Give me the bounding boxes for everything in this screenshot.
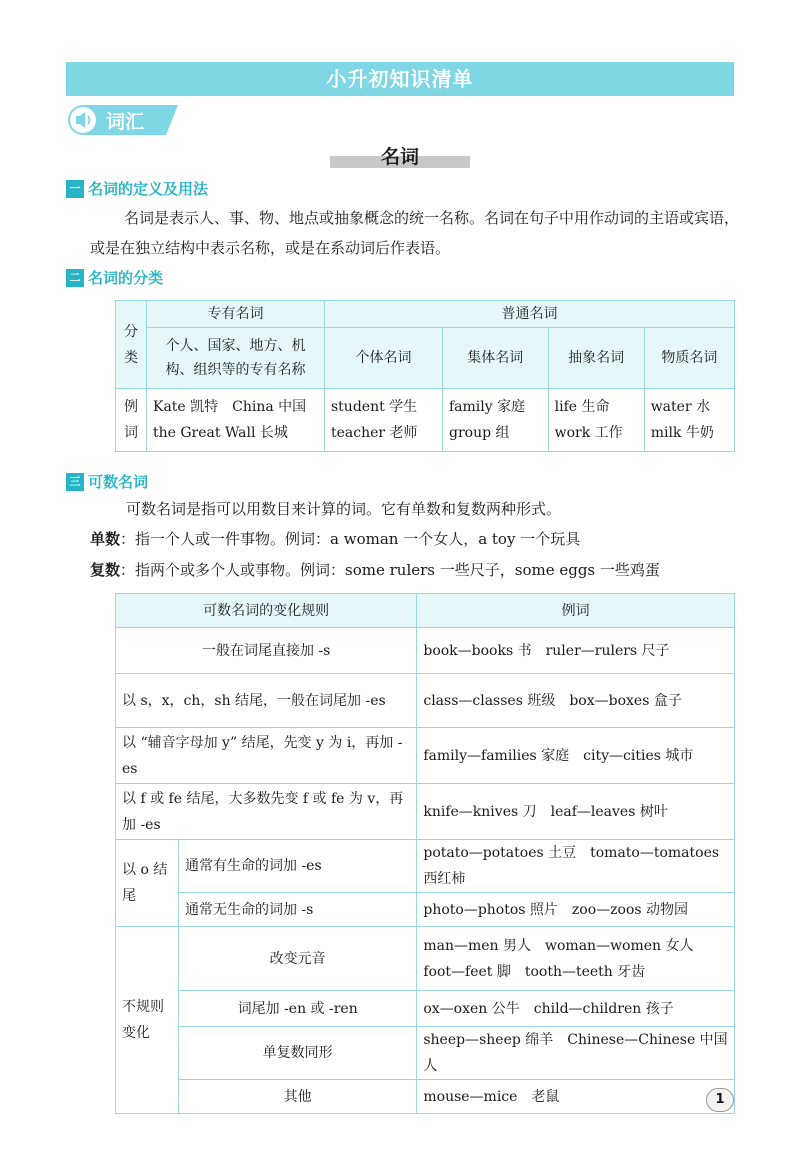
sub-individual: 个体名词 <box>325 328 443 389</box>
rule-irr-2-example: ox—oxen 公牛 child—children 孩子 <box>417 991 735 1027</box>
rule-irr-3-example: sheep—sheep 绵羊 Chinese—Chinese 中国人 <box>417 1027 735 1080</box>
example-collective: family 家庭 group 组 <box>442 389 548 452</box>
rule-irr-4-example: mouse—mice 老鼠 <box>417 1080 735 1114</box>
rule-irr-1-example: man—men 男人 woman—women 女人 foot—feet 脚 tooth—teeth 牙齿 <box>417 927 735 991</box>
header-example: 例词 <box>417 594 735 628</box>
rule-irr-3: 单复数同形 <box>179 1027 417 1080</box>
proper-desc: 个人、国家、地方、机构、组织等的专有名称 <box>147 328 325 389</box>
rule-o-1: 通常有生命的词加 -es <box>179 840 417 893</box>
label-classify: 分类 <box>116 301 147 389</box>
vocab-label: 词汇 <box>106 111 145 133</box>
header-rule: 可数名词的变化规则 <box>116 594 417 628</box>
vocab-tag <box>66 103 180 137</box>
header-proper: 专有名词 <box>147 301 325 328</box>
countable-intro: 可数名词是指可以用数目来计算的词。它有单数和复数两种形式。 <box>126 500 562 518</box>
rule-irr-4: 其他 <box>179 1080 417 1114</box>
example-abstract: life 生命 work 工作 <box>548 389 644 452</box>
rule-2-example: class—classes 班级 box—boxes 盒子 <box>417 674 735 728</box>
rule-o-2: 通常无生命的词加 -s <box>179 893 417 927</box>
sub-material: 物质名词 <box>644 328 734 389</box>
rules-table <box>115 593 735 1114</box>
rule-irregular-label: 不规则变化 <box>116 927 179 1114</box>
rule-irr-1: 改变元音 <box>179 927 417 991</box>
sub-collective: 集体名词 <box>442 328 548 389</box>
rule-3-example: family—families 家庭 city—cities 城市 <box>417 728 735 784</box>
heading-countable: 三 可数名词 <box>66 471 148 493</box>
example-material: water 水 milk 牛奶 <box>644 389 734 452</box>
rule-irr-2: 词尾加 -en 或 -ren <box>179 991 417 1027</box>
rule-4: 以 f 或 fe 结尾，大多数先变 f 或 fe 为 v，再加 -es <box>116 784 417 840</box>
rule-o-1-example: potato—potatoes 土豆 tomato—tomatoes 西红柿 <box>417 840 735 893</box>
singular-line: 单数：指一个人或一件事物。例词：a woman 一个女人，a toy 一个玩具 <box>90 530 581 548</box>
section-title: 名词 <box>330 142 470 170</box>
example-proper: Kate 凯特 China 中国 the Great Wall 长城 <box>147 389 325 452</box>
rule-3: 以 “辅音字母加 y” 结尾，先变 y 为 i，再加 -es <box>116 728 417 784</box>
header-common: 普通名词 <box>325 301 735 328</box>
rule-o-2-example: photo—photos 照片 zoo—zoos 动物园 <box>417 893 735 927</box>
plural-line: 复数：指两个或多个人或事物。例词：some rulers 一些尺子，some eggs 一些鸡蛋 <box>90 561 660 579</box>
rule-1: 一般在词尾直接加 -s <box>116 628 417 674</box>
rule-o-label: 以 o 结尾 <box>116 840 179 927</box>
definition-text: 名词是表示人、事、物、地点或抽象概念的统一名称。名词在句子中用作动词的主语或宾语，或是在独立结构中表示名称，或是在系动词后作表语。 <box>90 209 740 257</box>
heading-classification: 二 名词的分类 <box>66 267 163 289</box>
classification-table <box>115 300 735 452</box>
heading-definition: 一 名词的定义及用法 <box>66 178 208 200</box>
rule-4-example: knife—knives 刀 leaf—leaves 树叶 <box>417 784 735 840</box>
rule-2: 以 s，x，ch，sh 结尾，一般在词尾加 -es <box>116 674 417 728</box>
page-number: 1 <box>706 1088 734 1112</box>
example-individual: student 学生 teacher 老师 <box>325 389 443 452</box>
rule-1-example: book—books 书 ruler—rulers 尺子 <box>417 628 735 674</box>
banner-title: 小升初知识清单 <box>66 62 734 96</box>
label-examples: 例词 <box>116 389 147 452</box>
sub-abstract: 抽象名词 <box>548 328 644 389</box>
